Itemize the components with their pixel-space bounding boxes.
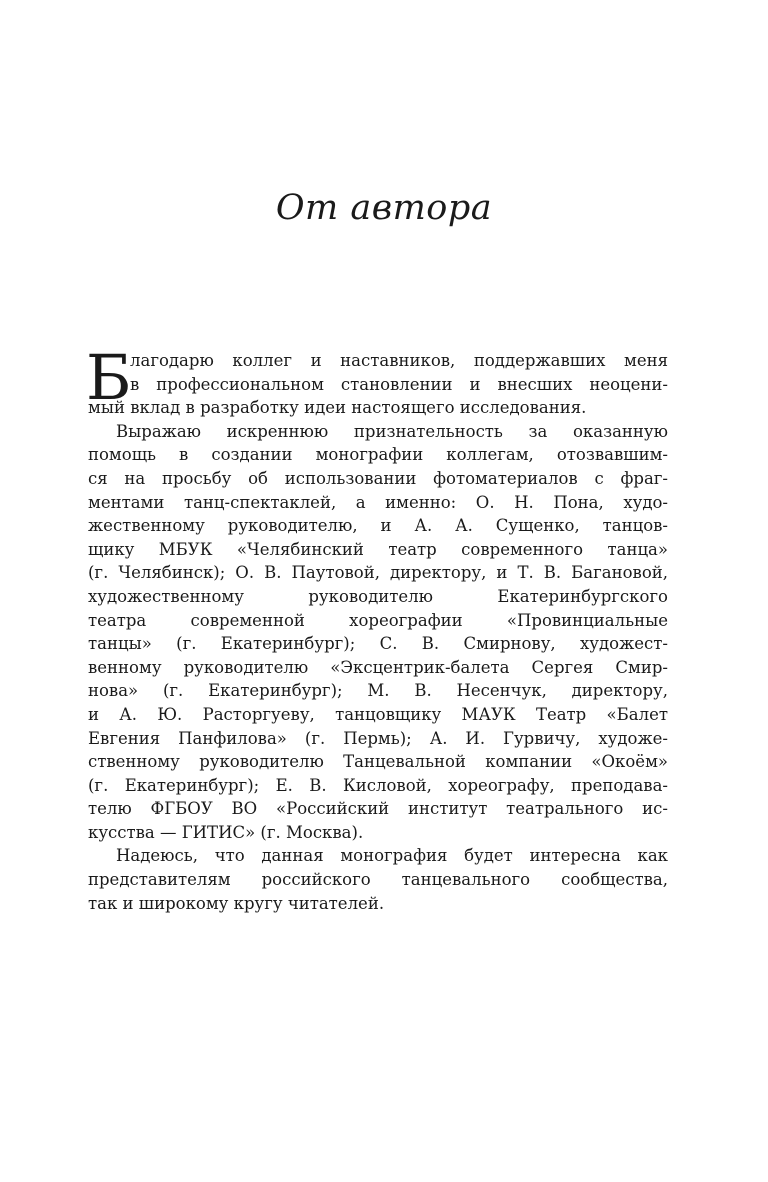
text-line: нова» (г. Екатеринбург); М. В. Несенчук, директору, [88,681,668,701]
text-line: представителям российского танцевального сообщества, [88,870,668,890]
text-line: лагодарю коллег и наставников, поддержавших меня [130,351,668,370]
text-line: ся на просьбу об использовании фотоматериалов с фраг- [88,468,668,488]
text-line: театра современной хореографии «Провинциальные [88,610,668,630]
text-line: ментами танц-спектаклей, а именно: О. Н. Пона, худо- [88,492,668,512]
text-line: щику МБУК «Челябинский театр современного танца» [88,539,668,559]
body-text [86,341,668,915]
page-title: От автора [275,188,493,228]
text-line: кусства — ГИТИС» (г. Москва). [88,822,364,842]
text-line: и А. Ю. Расторгуеву, танцовщику МАУК Театр «Балет [88,704,668,724]
paragraph-3 [88,844,668,915]
text-line: телю ФГБОУ ВО «Российский институт театрального ис- [88,799,668,819]
drop-cap: Б [86,341,132,414]
text-line: художественному руководителю Екатеринбургского [88,586,668,606]
text-line: Евгения Панфилова» (г. Пермь); А. И. Гурвичу, художе- [88,728,668,748]
text-line: венному руководителю «Эксцентрик-балета Сергея Смир- [88,657,668,677]
paragraph-1 [86,341,668,420]
text-line: помощь в создании монографии коллегам, отозвавшим- [88,445,668,465]
text-line: мый вклад в разработку идеи настоящего исследования. [88,398,587,418]
text-line: (г. Челябинск); О. В. Паутовой, директору, и Т. В. Багановой, [88,563,668,583]
text-line: (г. Екатеринбург); Е. В. Кисловой, хореографу, преподава- [88,775,668,795]
text-line: так и широкому кругу читателей. [88,893,385,913]
text-line: ственному руководителю Танцевальной компании «Окоём» [88,752,668,772]
paragraph-2 [88,420,668,845]
text-line: Надеюсь, что данная монография будет интересна как [116,846,668,866]
text-line: в профессиональном становлении и внесших неоцени- [130,374,668,394]
text-line: Выражаю искреннюю признательность за оказанную [116,421,668,441]
text-line: жественному руководителю, и А. А. Сущенко, танцов- [88,516,668,536]
text-line: танцы» (г. Екатеринбург); С. В. Смирнову, художест- [88,634,668,654]
